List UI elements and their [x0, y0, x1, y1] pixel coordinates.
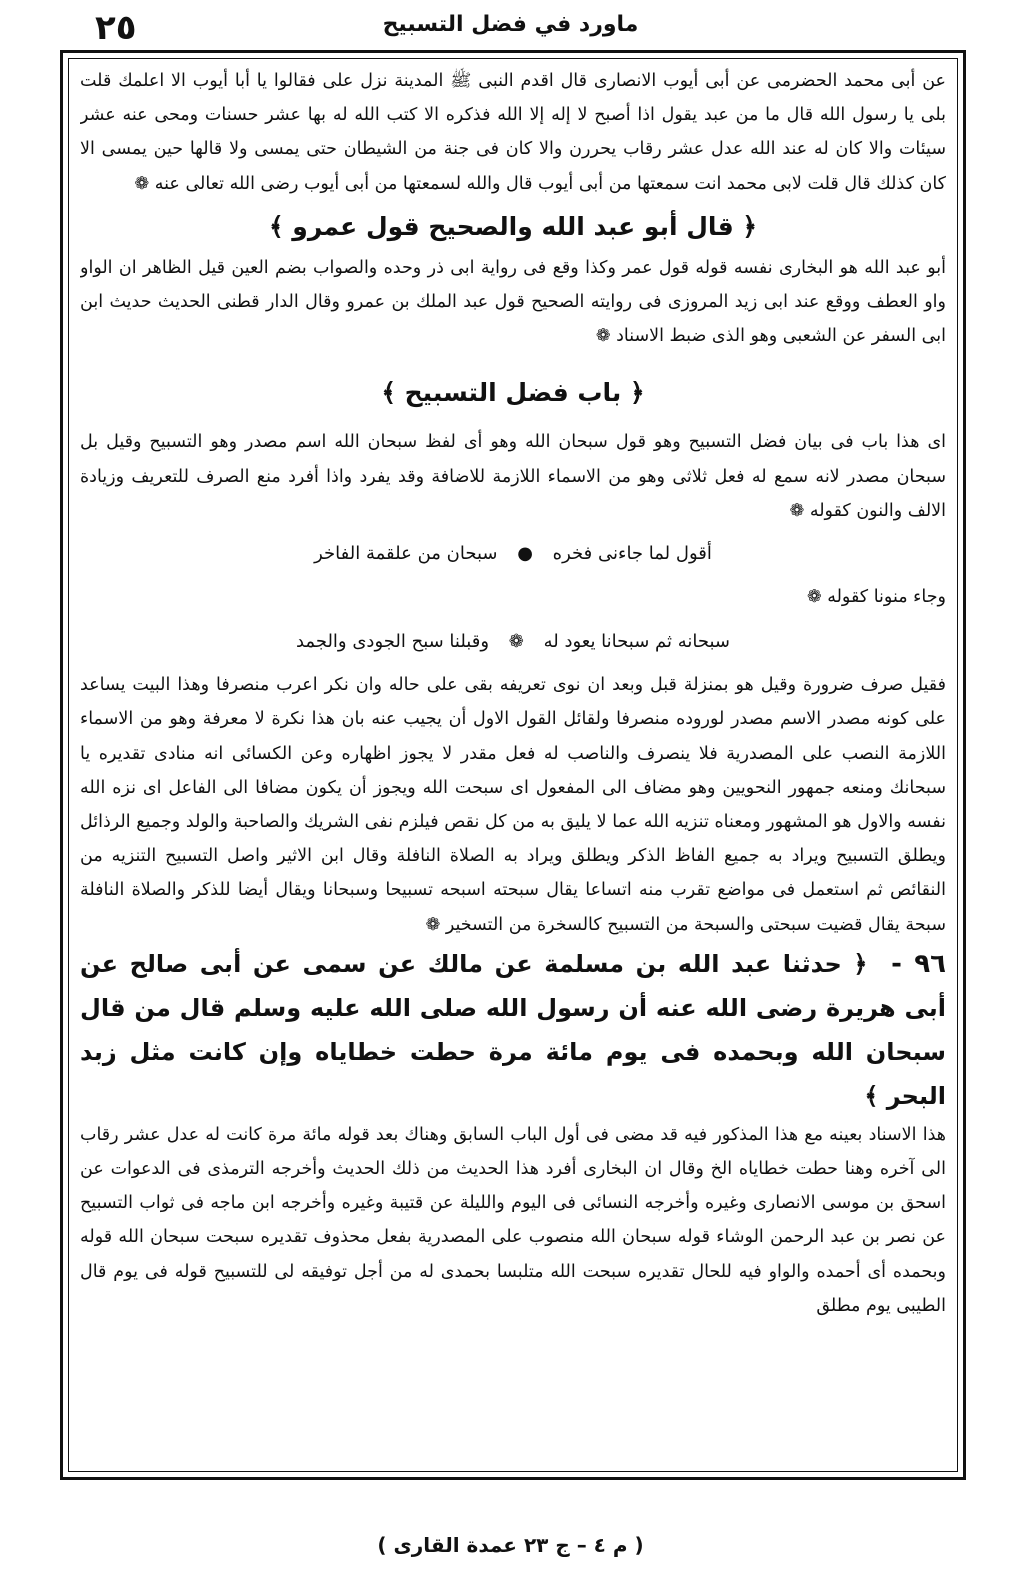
- paragraph-tanween: وجاء منونا كقوله ❁: [806, 587, 946, 608]
- running-title: ماورد في فضل التسبيح: [382, 12, 639, 37]
- page-body: [80, 64, 946, 1468]
- verse-hemistich: سبحانه ثم سبحانا يعود له: [543, 631, 731, 653]
- footer-signature: ( م ٤ – ج ٢٣ عمدة القارى ): [377, 1533, 644, 1557]
- verse-line-1: [80, 532, 946, 576]
- paragraph-hadith-chain: عن أبى محمد الحضرمى عن أبى أيوب الانصارى قال اقدم النبى ﷺ المدينة نزل على فقالوا يا أبا أيوب الا اعلمك قلت بلى يا رسول الله قال ما من عبد يقول اذا أصبح لا إله إلا الله فذكره الا كتب الله له بها عشر حسنات ومحى عنه عشر سيئات والا كان له عند الله عدل عشر رقاب يحررن والا كان فى جنة من الشيطان حتى يمسى ولا قالها حين يمسى الا كان كذلك قال قلت لابى محمد انت سمعتها من أبى أيوب قال والله لسمعتها من أبى أيوب رضى الله تعالى عنه ❁: [80, 71, 946, 194]
- verse-hemistich: سبحان من علقمة الفاخر: [314, 543, 498, 565]
- chapter-heading-tasbih: ﴿ باب فضل التسبيح ﴾: [381, 378, 645, 408]
- verse-separator-star: ❁: [508, 631, 524, 653]
- verse-hemistich: وقبلنا سبح الجودى والجمد: [295, 631, 490, 653]
- hadith-number: ٩٦ -: [891, 948, 946, 979]
- verse-separator-dot: ●: [517, 543, 533, 565]
- hadith-body: ﴿ حدثنا عبد الله بن مسلمة عن مالك عن سمى عن أبى صالح عن أبى هريرة رضى الله عنه أن رسول الله صلى الله عليه وسلم قال من قال سبحان الله وبحمده فى يوم مائة مرة حطت خطاياه وإن كانت مثل زبد البحر ﴾: [80, 949, 946, 1110]
- verse-line-2: [80, 620, 946, 664]
- section-heading-abu-abdullah: ﴿ قال أبو عبد الله والصحيح قول عمرو ﴾: [268, 211, 758, 241]
- page-number: ٢٥: [95, 8, 137, 48]
- paragraph-chapter-intro: اى هذا باب فى بيان فضل التسبيح وهو قول سبحان الله وهو أى لفظ سبحان الله اسم مصدر وهو التسبيح وقيل بل سبحان مصدر لانه سمع له فعل ثلاثى وهو من الاسماء اللازمة للاضافة وقد يفرد واذا أفرد منع الصرف للتعريف وزيادة الالف والنون كقوله ❁: [80, 432, 946, 521]
- hadith-96: [80, 942, 946, 1118]
- paragraph-commentary: أبو عبد الله هو البخارى نفسه قوله قول عمر وكذا وقع فى رواية ابى ذر وحده والصواب بضم العين قيل الظاهر ان الواو واو العطف ووقع عند ابى زيد المروزى فى روايته الصحيح قول عبد الملك بن عمرو وقال الدار قطنى الحديث حديث ابن ابى السفر عن الشعبى وهو الذى ضبط الاسناد ❁: [80, 257, 946, 347]
- paragraph-hadith-commentary: هذا الاسناد بعينه مع هذا المذكور فيه قد مضى فى أول الباب السابق وهناك بعد قوله مائة مرة كانت له عدل عشر رقاب الى آخره وهنا حطت خطاياه الخ وقال ان البخارى أفرد هذا الحديث من ذلك الحديث وأخرجه الترمذى فى الدعوات عن اسحق بن موسى الانصارى وغيره وأخرجه النسائى فى اليوم والليلة عن قتيبة وغيره وأخرجه ابن ماجه فى ثواب التسبيح عن نصر بن عبد الرحمن الوشاء قوله سبحان الله منصوب على المصدرية بفعل محذوف تقديره سبحت سبحان الله قوله وبحمده أى أحمده والواو فيه للحال تقديره سبحت الله متلبسا بحمدى له من أجل توفيقه لى للتسبيح قوله فى يوم قال الطيبى يوم مطلق: [80, 1124, 946, 1316]
- verse-hemistich: أقول لما جاءنى فخره: [552, 543, 712, 565]
- paragraph-grammar-discussion: فقيل صرف ضرورة وقيل هو بمنزلة قبل وبعد ان نوى تعريفه بقى على حاله وان نكر اعرب منصرفا وهذا البيت يساعد على كونه مصدر الاسم مصدر لوروده منصرفا ولقائل القول الاول أن يجيب عنه بان هذا نكرة لا معرفة وهو من الاسماء اللازمة النصب على المصدرية فلا ينصرف والناصب له فعل مقدر لا يجوز اظهاره وعن الكسائى انه منادى تقديره يا سبحانك ومنعه جمهور النحويين وهو مضاف الى المفعول اى سبحت الله ويجوز أن يكون مضافا الى الفاعل اى نزه الله نفسه والاول هو المشهور ومعناه تنزيه الله عما لا يليق به من كل نقص فيلزم نفى الشريك والصاحبة والولد وجميع الرذائل ويطلق التسبيح ويراد به جميع الفاظ الذكر ويطلق ويراد به الصلاة النافلة وقال ابن الاثير واصل التسبيح التنزيه من النقائص ثم استعمل فى مواضع تقرب منه اتساعا يقال سبحته اسبحه تسبيحا وسبحانا ويقال أيضا للذكر والصلاة النافلة سبحة يقال قضيت سبحتى والسبحة من التسبيح كالسخرة من التسخير ❁: [80, 675, 946, 935]
